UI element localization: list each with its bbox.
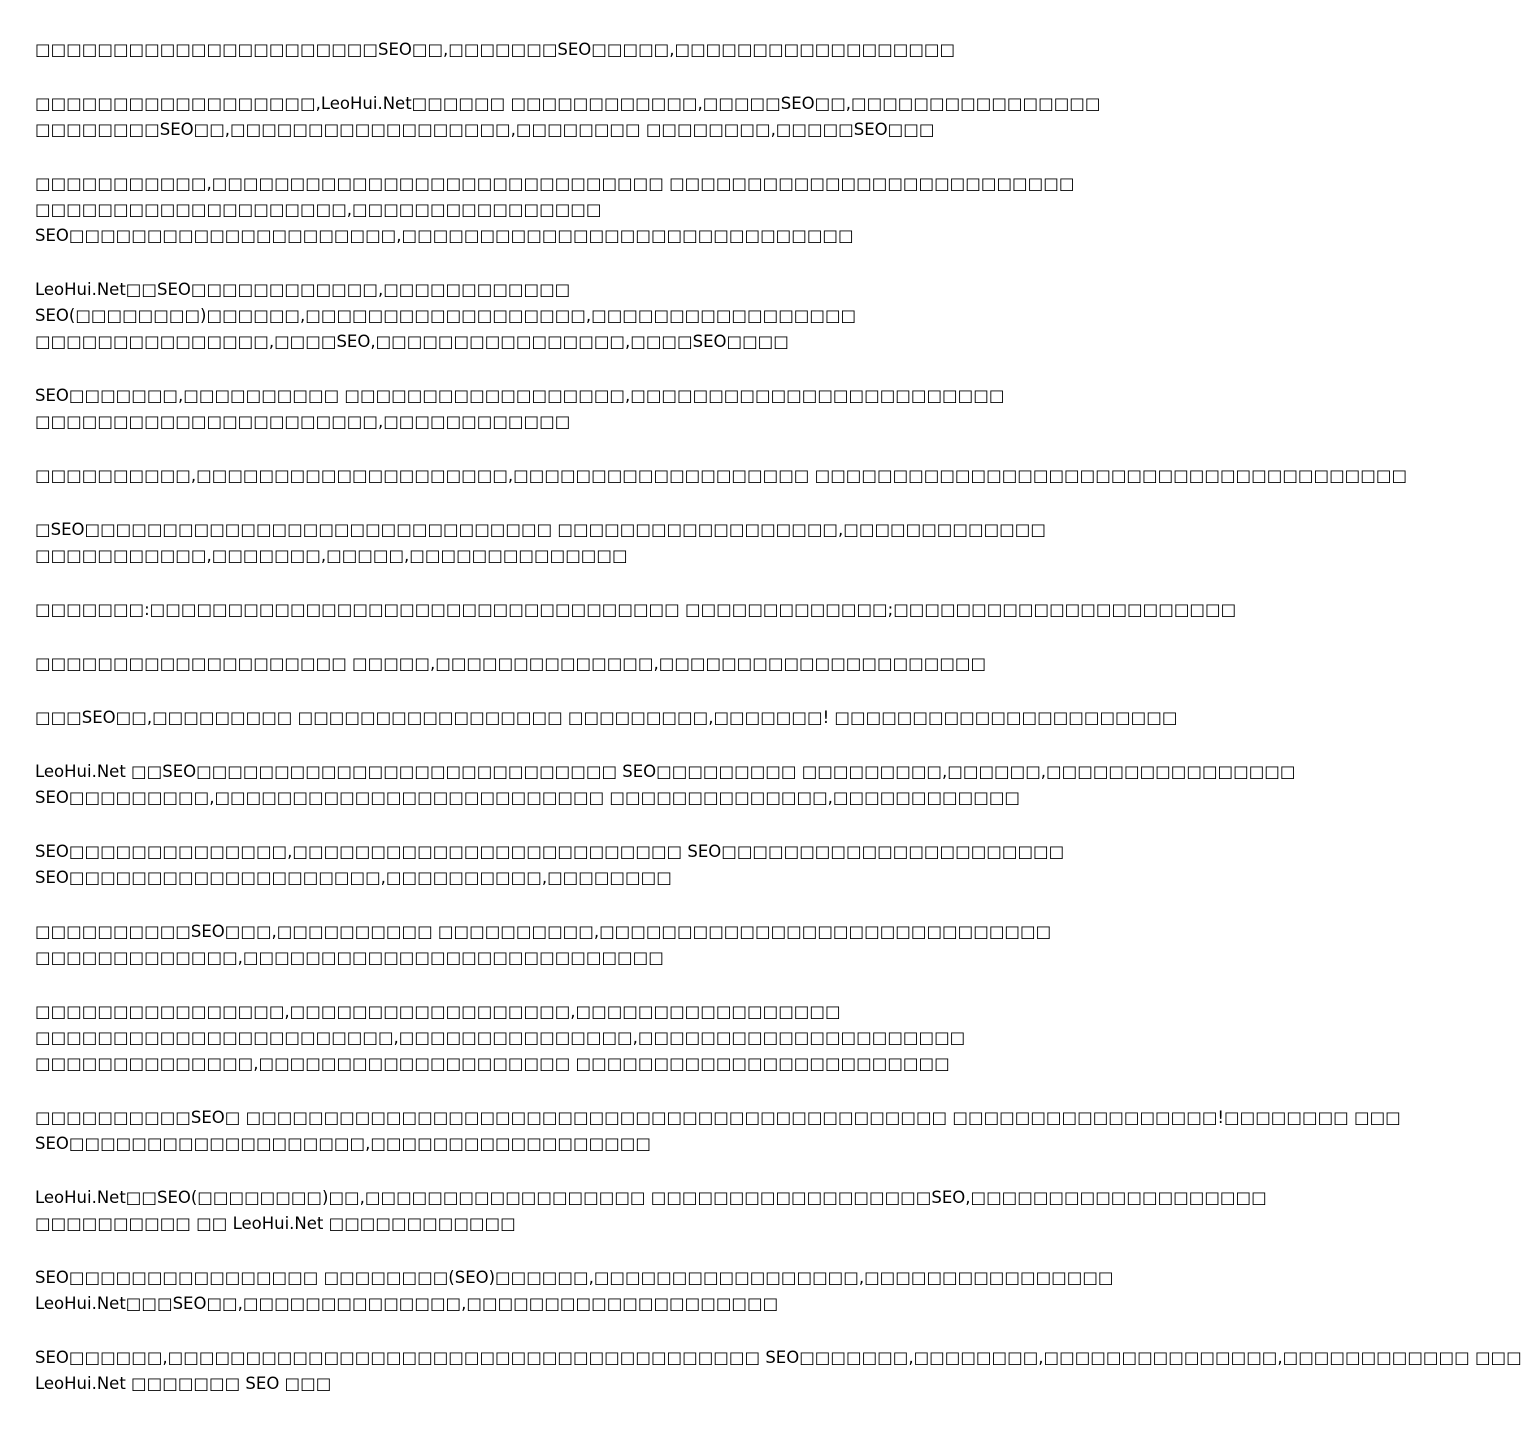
- text-line: SEO□□□□□□□□□□□□□□□□□□□□□,□□□□□□□□□□□□□□□□□□□□□□□□□□□□□: [35, 226, 854, 245]
- paragraph: [35, 705, 1178, 731]
- text-line: LeoHui.Net□□SEO□□□□□□□□□□□□,□□□□□□□□□□□□: [35, 280, 571, 299]
- text-line: SEO□□□□□□□□□□□□□□□□□□□□,□□□□□□□□□□,□□□□□□□□: [35, 868, 672, 887]
- article-body: [35, 37, 1522, 1425]
- text-line: SEO□□□□□□□□□□□□□□□□ □□□□□□□□(SEO)□□□□□□,□□□□□□□□□□□□□□□□□,□□□□□□□□□□□□□□□□: [35, 1268, 1114, 1287]
- paragraph: [35, 277, 995, 355]
- text-line: □□□□□□□□□□ □□ LeoHui.Net □□□□□□□□□□□□: [35, 1214, 516, 1233]
- text-line: □□□□□□□:□□□□□□□□□□□□□□□□□□□□□□□□□□□□□□□□□□ □□□□□□□□□□□□□;□□□□□□□□□□□□□□□□□□□□□□: [35, 600, 1237, 619]
- paragraph: [35, 91, 1101, 143]
- text-line: SEO□□□□□□□□□□□□□□□□□□□,□□□□□□□□□□□□□□□□□□: [35, 1134, 651, 1153]
- paragraph: [35, 1265, 1114, 1317]
- paragraph: [35, 37, 995, 63]
- text-line: □□□□□□□□□□□□□□□□□□□□□□□,□□□□□□□□□□□□□□□,□□□□□□□□□□□□□□□□□□□□□: [35, 1028, 966, 1047]
- paragraph: [35, 759, 1296, 811]
- text-line: □□□□□□□□□□□□□□,□□□□□□□□□□□□□□□□□□□□ □□□□□□□□□□□□□□□□□□□□□□□□: [35, 1054, 950, 1073]
- text-line: SEO(□□□□□□□□)□□□□□□,□□□□□□□□□□□□□□□□□□,□□□□□□□□□□□□□□□□□: [35, 306, 857, 325]
- paragraph: [35, 1105, 1401, 1157]
- text-line: □□□□□□□□□□SEO□□□,□□□□□□□□□□ □□□□□□□□□□,□□□□□□□□□□□□□□□□□□□□□□□□□□□□□: [35, 922, 1052, 941]
- text-line: □□□SEO□□,□□□□□□□□□ □□□□□□□□□□□□□□□□□ □□□□□□□□□,□□□□□□□! □□□□□□□□□□□□□□□□□□□□□□: [35, 708, 1178, 727]
- text-line: SEO□□□□□□,□□□□□□□□□□□□□□□□□□□□□□□□□□□□□□□□□□□□□□ SEO□□□□□□□,□□□□□□□□,□□□□□□□□□□□□□□□,□□□□□□□□□□□□ □□□: [35, 1348, 1522, 1367]
- paragraph: [35, 463, 1408, 489]
- paragraph: [35, 919, 1052, 971]
- text-line: □□□□□□□□□□□□□□□□,□□□□□□□□□□□□□□□□□□,□□□□□□□□□□□□□□□□□: [35, 1002, 841, 1021]
- text-line: □□□□□□□□SEO□□,□□□□□□□□□□□□□□□□□□,□□□□□□□□ □□□□□□□□,□□□□□SEO□□□: [35, 120, 935, 139]
- text-line: □□□□□□□□□□□□□□□□□□□□□□SEO□□,□□□□□□□SEO□□□□□,□□□□□□□□□□□□□□□□□□: [35, 40, 956, 59]
- paragraph: [35, 597, 1237, 623]
- text-line: □□□□□□□□□□□□□□□□□□,LeoHui.Net□□□□□□ □□□□□□□□□□□□,□□□□□SEO□□,□□□□□□□□□□□□□□□□: [35, 94, 1101, 113]
- text-line: LeoHui.Net□□SEO(□□□□□□□□)□□,□□□□□□□□□□□□□□□□□□ □□□□□□□□□□□□□□□□□□SEO,□□□□□□□□□□□□□□□□□□□: [35, 1188, 1267, 1207]
- paragraph: [35, 839, 1065, 891]
- text-line: □□□□□□□□□□SEO□ □□□□□□□□□□□□□□□□□□□□□□□□□□□□□□□□□□□□□□□□□□□□□ □□□□□□□□□□□□□□□□□!□□□□□□□□ □□□: [35, 1108, 1401, 1127]
- text-line: SEO□□□□□□□,□□□□□□□□□□ □□□□□□□□□□□□□□□□□□,□□□□□□□□□□□□□□□□□□□□□□□□: [35, 386, 1005, 405]
- paragraph: [35, 1185, 1267, 1237]
- text-line: □□□□□□□□□□□□□□□□□□□□,□□□□□□□□□□□□□□□□: [35, 200, 602, 219]
- paragraph: [35, 1345, 1522, 1397]
- text-line: □□□□□□□□□□□□□□□,□□□□SEO,□□□□□□□□□□□□□□□□,□□□□SEO□□□□: [35, 332, 789, 351]
- paragraph: [35, 171, 1075, 249]
- text-line: □□□□□□□□□□□□□□□□□□□□ □□□□□,□□□□□□□□□□□□□□,□□□□□□□□□□□□□□□□□□□□□: [35, 654, 987, 673]
- text-line: LeoHui.Net □□□□□□□ SEO □□□: [35, 1374, 332, 1393]
- text-line: □SEO□□□□□□□□□□□□□□□□□□□□□□□□□□□□□□ □□□□□□□□□□□□□□□□□□,□□□□□□□□□□□□□: [35, 520, 1046, 539]
- paragraph: [35, 517, 1046, 569]
- paragraph: [35, 383, 1005, 435]
- text-line: □□□□□□□□□□□,□□□□□□□,□□□□□,□□□□□□□□□□□□□□: [35, 546, 628, 565]
- text-line: SEO□□□□□□□□□□□□□□,□□□□□□□□□□□□□□□□□□□□□□□□□ SEO□□□□□□□□□□□□□□□□□□□□□□: [35, 842, 1065, 861]
- text-line: □□□□□□□□□□□,□□□□□□□□□□□□□□□□□□□□□□□□□□□□□ □□□□□□□□□□□□□□□□□□□□□□□□□□: [35, 174, 1075, 193]
- text-line: LeoHui.Net □□SEO□□□□□□□□□□□□□□□□□□□□□□□□□□□ SEO□□□□□□□□□ □□□□□□□□□,□□□□□□,□□□□□□□□□□□□□□□□: [35, 762, 1296, 781]
- text-line: SEO□□□□□□□□□,□□□□□□□□□□□□□□□□□□□□□□□□□ □□□□□□□□□□□□□□,□□□□□□□□□□□□: [35, 788, 1020, 807]
- text-line: □□□□□□□□□□□□□,□□□□□□□□□□□□□□□□□□□□□□□□□□□: [35, 948, 664, 967]
- paragraph: [35, 999, 995, 1077]
- paragraph: [35, 651, 995, 677]
- text-line: □□□□□□□□□□□□□□□□□□□□□□,□□□□□□□□□□□□: [35, 412, 571, 431]
- text-line: LeoHui.Net□□□SEO□□,□□□□□□□□□□□□□□,□□□□□□□□□□□□□□□□□□□□: [35, 1294, 779, 1313]
- text-line: □□□□□□□□□□,□□□□□□□□□□□□□□□□□□□□,□□□□□□□□□□□□□□□□□□□ □□□□□□□□□□□□□□□□□□□□□□□□□□□□□□□□□□□□□□: [35, 466, 1408, 485]
